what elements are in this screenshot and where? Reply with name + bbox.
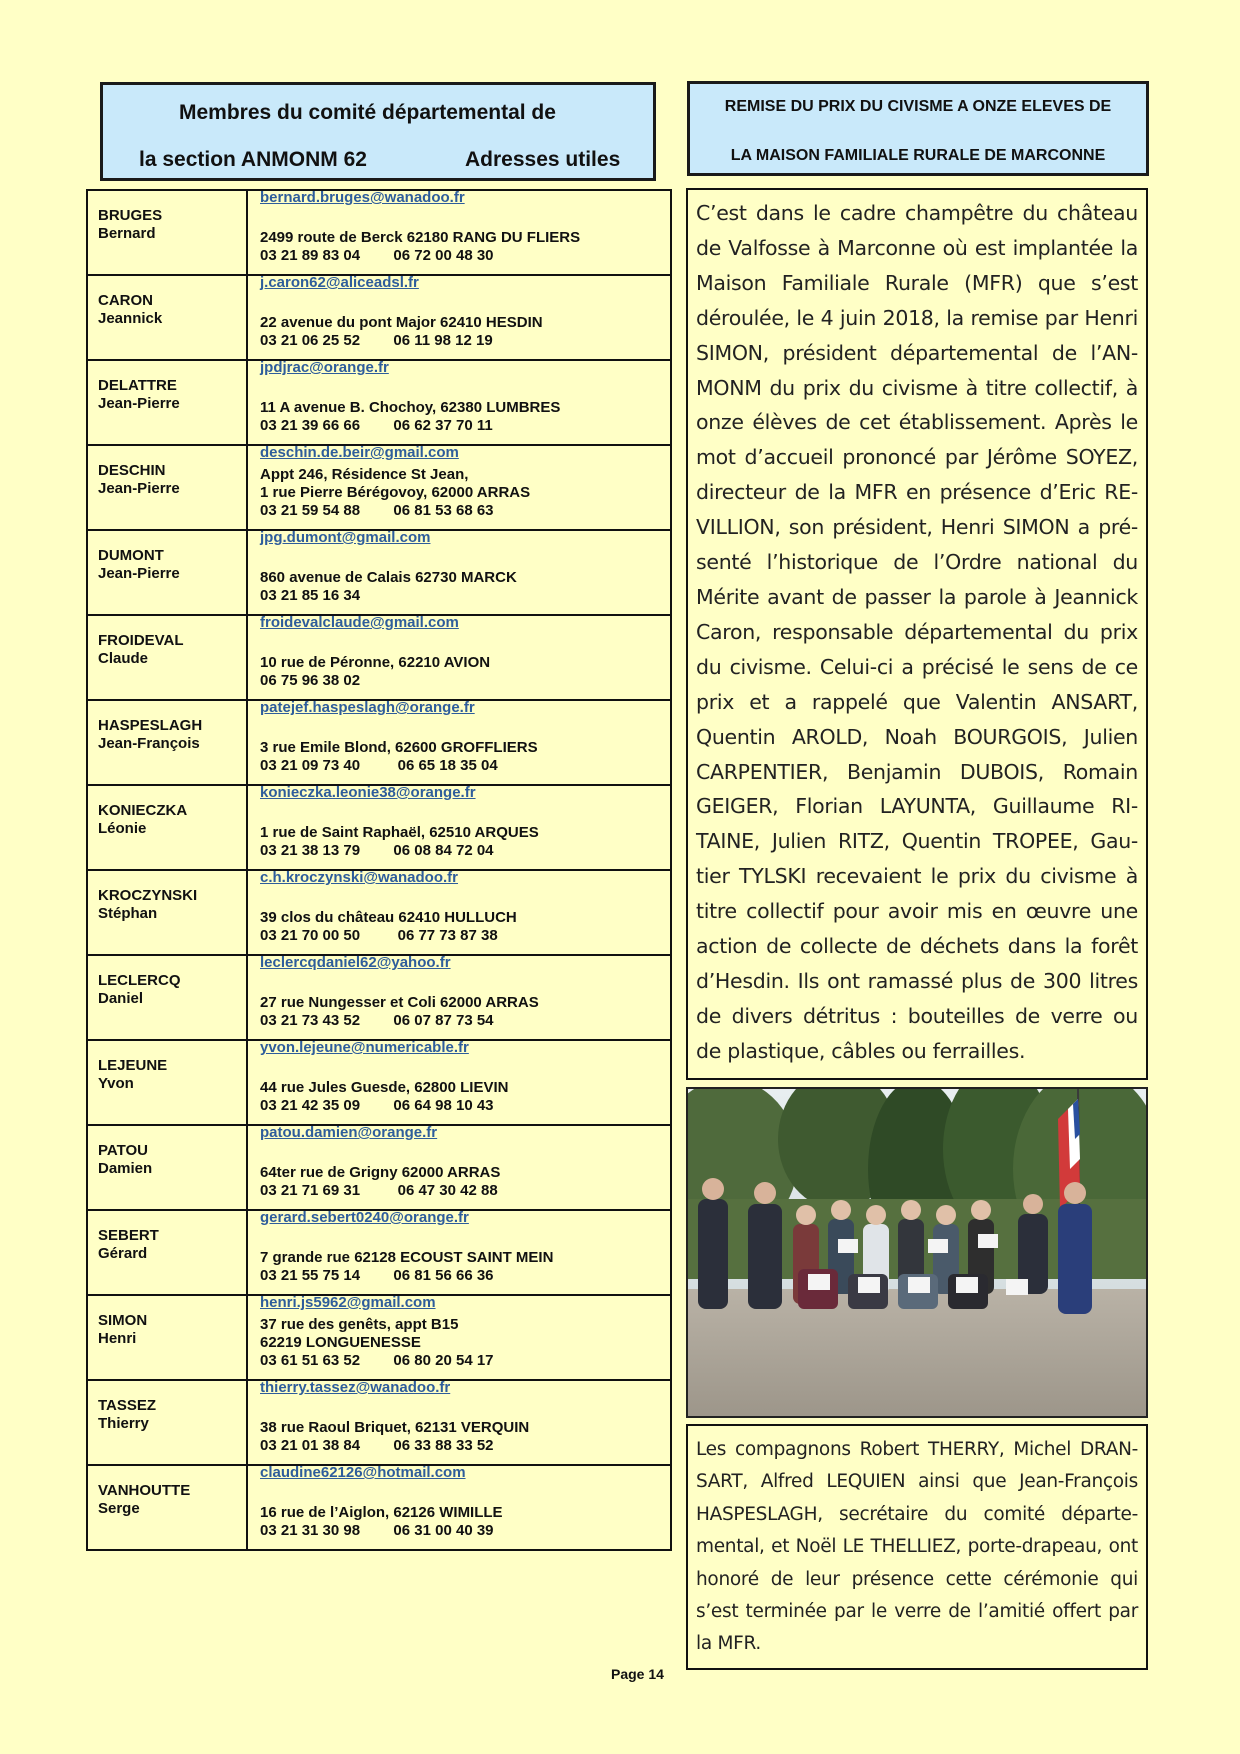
- member-address: 22 avenue du pont Major 62410 HESDIN: [260, 314, 543, 331]
- member-surname: HASPESLAGH: [98, 717, 203, 734]
- member-email-link[interactable]: yvon.lejeune@numericable.fr: [260, 1039, 469, 1056]
- group-photo: [686, 1087, 1148, 1418]
- member-contact-cell: [247, 530, 671, 615]
- member-address: Appt 246, Résidence St Jean,: [260, 466, 469, 483]
- member-name-cell: [87, 275, 247, 360]
- member-row: [87, 955, 671, 1040]
- member-firstname: Stéphan: [98, 905, 158, 922]
- member-surname: KROCZYNSKI: [98, 887, 198, 904]
- member-phones: 03 21 85 16 34: [260, 587, 361, 604]
- member-email-link[interactable]: jpdjrac@orange.fr: [260, 359, 389, 376]
- left-header-line1: Membres du comité départemental de: [179, 101, 556, 124]
- member-address: 62219 LONGUENESSE: [260, 1334, 421, 1351]
- member-surname: TASSEZ: [98, 1397, 157, 1414]
- member-contact-cell: [247, 190, 671, 275]
- member-phones: 03 21 71 69 31 06 47 30 42 88: [260, 1182, 498, 1199]
- member-firstname: Henri: [98, 1330, 137, 1347]
- member-name-cell: [87, 955, 247, 1040]
- right-header-box: [687, 81, 1149, 176]
- member-firstname: Jean-Pierre: [98, 565, 180, 582]
- member-row: [87, 1125, 671, 1210]
- member-name-cell: [87, 870, 247, 955]
- member-name-cell: [87, 1465, 247, 1550]
- member-firstname: Daniel: [98, 990, 144, 1007]
- member-surname: LECLERCQ: [98, 972, 181, 989]
- member-surname: PATOU: [98, 1142, 149, 1159]
- member-surname: SIMON: [98, 1312, 148, 1329]
- member-firstname: Gérard: [98, 1245, 148, 1262]
- member-name-cell: [87, 1295, 247, 1380]
- member-surname: KONIECZKA: [98, 802, 188, 819]
- member-name-cell: [87, 1210, 247, 1295]
- right-header-line2: LA MAISON FAMILIALE RURALE DE MARCONNE: [730, 147, 1106, 164]
- member-surname: LEJEUNE: [98, 1057, 168, 1074]
- member-contact-cell: [247, 700, 671, 785]
- member-email-link[interactable]: froidevalclaude@gmail.com: [260, 614, 459, 631]
- member-firstname: Jean-Pierre: [98, 480, 180, 497]
- member-address: 38 rue Raoul Briquet, 62131 VERQUIN: [260, 1419, 530, 1436]
- member-email-link[interactable]: claudine62126@hotmail.com: [260, 1464, 466, 1481]
- member-email-link[interactable]: gerard.sebert0240@orange.fr: [260, 1209, 469, 1226]
- member-address: 860 avenue de Calais 62730 MARCK: [260, 569, 517, 586]
- member-phones: 03 61 51 63 52 06 80 20 54 17: [260, 1352, 494, 1369]
- member-address: 27 rue Nungesser et Coli 62000 ARRAS: [260, 994, 539, 1011]
- member-phones: 03 21 70 00 50 06 77 73 87 38: [260, 927, 498, 944]
- member-address: 64ter rue de Grigny 62000 ARRAS: [260, 1164, 501, 1181]
- member-name-cell: [87, 530, 247, 615]
- member-address: 1 rue Pierre Bérégovoy, 62000 ARRAS: [260, 484, 531, 501]
- member-row: [87, 615, 671, 700]
- member-surname: SEBERT: [98, 1227, 159, 1244]
- member-address: 37 rue des genêts, appt B15: [260, 1316, 459, 1333]
- member-firstname: Claude: [98, 650, 149, 667]
- member-firstname: Jean-Pierre: [98, 395, 180, 412]
- member-surname: CARON: [98, 292, 153, 309]
- member-firstname: Jeannick: [98, 310, 163, 327]
- member-email-link[interactable]: patou.damien@orange.fr: [260, 1124, 438, 1141]
- member-contact-cell: [247, 785, 671, 870]
- member-firstname: Damien: [98, 1160, 153, 1177]
- member-phones: 03 21 55 75 14 06 81 56 66 36: [260, 1267, 494, 1284]
- left-header-line2: la section ANMONM 62: [139, 148, 367, 171]
- member-name-cell: [87, 1040, 247, 1125]
- member-address: 2499 route de Berck 62180 RANG DU FLIERS: [260, 229, 581, 246]
- member-surname: DELATTRE: [98, 377, 177, 394]
- member-contact-cell: [247, 870, 671, 955]
- member-name-cell: [87, 360, 247, 445]
- member-contact-cell: [247, 275, 671, 360]
- member-address: 11 A avenue B. Chochoy, 62380 LUMBRES: [260, 399, 561, 416]
- member-email-link[interactable]: konieczka.leonie38@orange.fr: [260, 784, 476, 801]
- members-table: [86, 189, 672, 1551]
- member-name-cell: [87, 700, 247, 785]
- member-contact-cell: [247, 1465, 671, 1550]
- member-contact-cell: [247, 445, 671, 530]
- member-firstname: Yvon: [98, 1075, 134, 1092]
- member-firstname: Serge: [98, 1500, 140, 1517]
- member-address: 44 rue Jules Guesde, 62800 LIEVIN: [260, 1079, 509, 1096]
- member-phones: 03 21 42 35 09 06 64 98 10 43: [260, 1097, 494, 1114]
- left-header-box: [100, 82, 656, 181]
- member-surname: DUMONT: [98, 547, 164, 564]
- member-name-cell: [87, 785, 247, 870]
- member-email-link[interactable]: jpg.dumont@gmail.com: [260, 529, 431, 546]
- photo-caption: Les compagnons Robert THERRY, Michel DRAN-SART, Alfred LEQUIEN ainsi que Jean-François HASPESLAGH, secrétaire du comité départe-mental, et Noël LE THELLIEZ, porte-drapeau, ont honoré de leur présence cette cérémonie qui s’est terminée par le verre de l’amitié offert par la MFR.: [686, 1424, 1148, 1670]
- member-address: 16 rue de l’Aiglon, 62126 WIMILLE: [260, 1504, 503, 1521]
- member-row: [87, 785, 671, 870]
- member-address: 39 clos du château 62410 HULLUCH: [260, 909, 517, 926]
- member-contact-cell: [247, 615, 671, 700]
- member-contact-cell: [247, 1210, 671, 1295]
- member-contact-cell: [247, 1380, 671, 1465]
- member-contact-cell: [247, 360, 671, 445]
- member-email-link[interactable]: bernard.bruges@wanadoo.fr: [260, 189, 465, 206]
- member-row: [87, 530, 671, 615]
- member-name-cell: [87, 1125, 247, 1210]
- member-contact-cell: [247, 1295, 671, 1380]
- member-row: [87, 1465, 671, 1550]
- member-surname: DESCHIN: [98, 462, 166, 479]
- member-address: 1 rue de Saint Raphaël, 62510 ARQUES: [260, 824, 539, 841]
- member-phones: 03 21 38 13 79 06 08 84 72 04: [260, 842, 494, 859]
- member-phones: 03 21 89 83 04 06 72 00 48 30: [260, 247, 494, 264]
- page-number: Page 14: [611, 1666, 664, 1682]
- member-row: [87, 275, 671, 360]
- member-phones: 06 75 96 38 02: [260, 672, 361, 689]
- member-row: [87, 870, 671, 955]
- member-contact-cell: [247, 955, 671, 1040]
- member-address: 10 rue de Péronne, 62210 AVION: [260, 654, 491, 671]
- member-row: [87, 1295, 671, 1380]
- member-row: [87, 700, 671, 785]
- member-phones: 03 21 73 43 52 06 07 87 73 54: [260, 1012, 494, 1029]
- member-phones: 03 21 59 54 88 06 81 53 68 63: [260, 502, 494, 519]
- member-name-cell: [87, 190, 247, 275]
- member-row: [87, 190, 671, 275]
- member-firstname: Jean-François: [98, 735, 200, 752]
- member-row: [87, 1210, 671, 1295]
- member-email-link[interactable]: c.h.kroczynski@wanadoo.fr: [260, 869, 459, 886]
- member-email-link[interactable]: patejef.haspeslagh@orange.fr: [260, 699, 475, 716]
- member-email-link[interactable]: deschin.de.beir@gmail.com: [260, 444, 459, 461]
- member-email-link[interactable]: thierry.tassez@wanadoo.fr: [260, 1379, 451, 1396]
- member-email-link[interactable]: leclercqdaniel62@yahoo.fr: [260, 954, 451, 971]
- member-contact-cell: [247, 1040, 671, 1125]
- member-row: [87, 1380, 671, 1465]
- member-address: 7 grande rue 62128 ECOUST SAINT MEIN: [260, 1249, 554, 1266]
- member-surname: BRUGES: [98, 207, 163, 224]
- member-name-cell: [87, 445, 247, 530]
- member-phones: 03 21 31 30 98 06 31 00 40 39: [260, 1522, 494, 1539]
- member-name-cell: [87, 615, 247, 700]
- member-firstname: Bernard: [98, 225, 156, 242]
- member-row: [87, 445, 671, 530]
- right-header-line1: REMISE DU PRIX DU CIVISME A ONZE ELEVES DE: [724, 98, 1112, 115]
- member-email-link[interactable]: henri.js5962@gmail.com: [260, 1294, 436, 1311]
- member-firstname: Thierry: [98, 1415, 149, 1432]
- member-phones: 03 21 01 38 84 06 33 88 33 52: [260, 1437, 494, 1454]
- member-surname: FROIDEVAL: [98, 632, 184, 649]
- member-phones: 03 21 06 25 52 06 11 98 12 19: [260, 332, 493, 349]
- member-phones: 03 21 39 66 66 06 62 37 70 11: [260, 417, 493, 434]
- member-name-cell: [87, 1380, 247, 1465]
- member-row: [87, 1040, 671, 1125]
- article-text: C’est dans le cadre champêtre du château de Valfosse à Marconne où est implantée la Maison Familiale Rurale (MFR) que s’est déroulée, le 4 juin 2018, la remise par Henri SIMON, président départemental de l’AN-MONM du prix du civisme à titre collectif, à onze élèves de cet établissement. Après le mot d’accueil prononcé par Jérôme SOYEZ, directeur de la MFR en présence d’Eric RE-VILLION, son président, Henri SIMON a pré-senté l’historique de l’Ordre national du Mérite avant de passer la parole à Jeannick Caron, responsable départemental du prix du civisme. Celui-ci a précisé le sens de ce prix et a rappelé que Valentin ANSART, Quentin AROLD, Noah BOURGOIS, Julien CARPENTIER, Benjamin DUBOIS, Romain GEIGER, Florian LAYUNTA, Guillaume RI-TAINE, Julien RITZ, Quentin TROPEE, Gau-tier TYLSKI recevaient le prix du civisme à titre collectif pour avoir mis en œuvre une action de collecte de déchets dans la forêt d’Hesdin. Ils ont ramassé plus de 300 litres de divers détritus : bouteilles de verre ou de plastique, câbles ou ferrailles.: [686, 188, 1148, 1080]
- member-email-link[interactable]: j.caron62@aliceadsl.fr: [260, 274, 419, 291]
- member-address: 3 rue Emile Blond, 62600 GROFFLIERS: [260, 739, 538, 756]
- member-phones: 03 21 09 73 40 06 65 18 35 04: [260, 757, 498, 774]
- left-header-line3: Adresses utiles: [465, 148, 621, 171]
- member-contact-cell: [247, 1125, 671, 1210]
- member-surname: VANHOUTTE: [98, 1482, 191, 1499]
- member-row: [87, 360, 671, 445]
- member-firstname: Léonie: [98, 820, 147, 837]
